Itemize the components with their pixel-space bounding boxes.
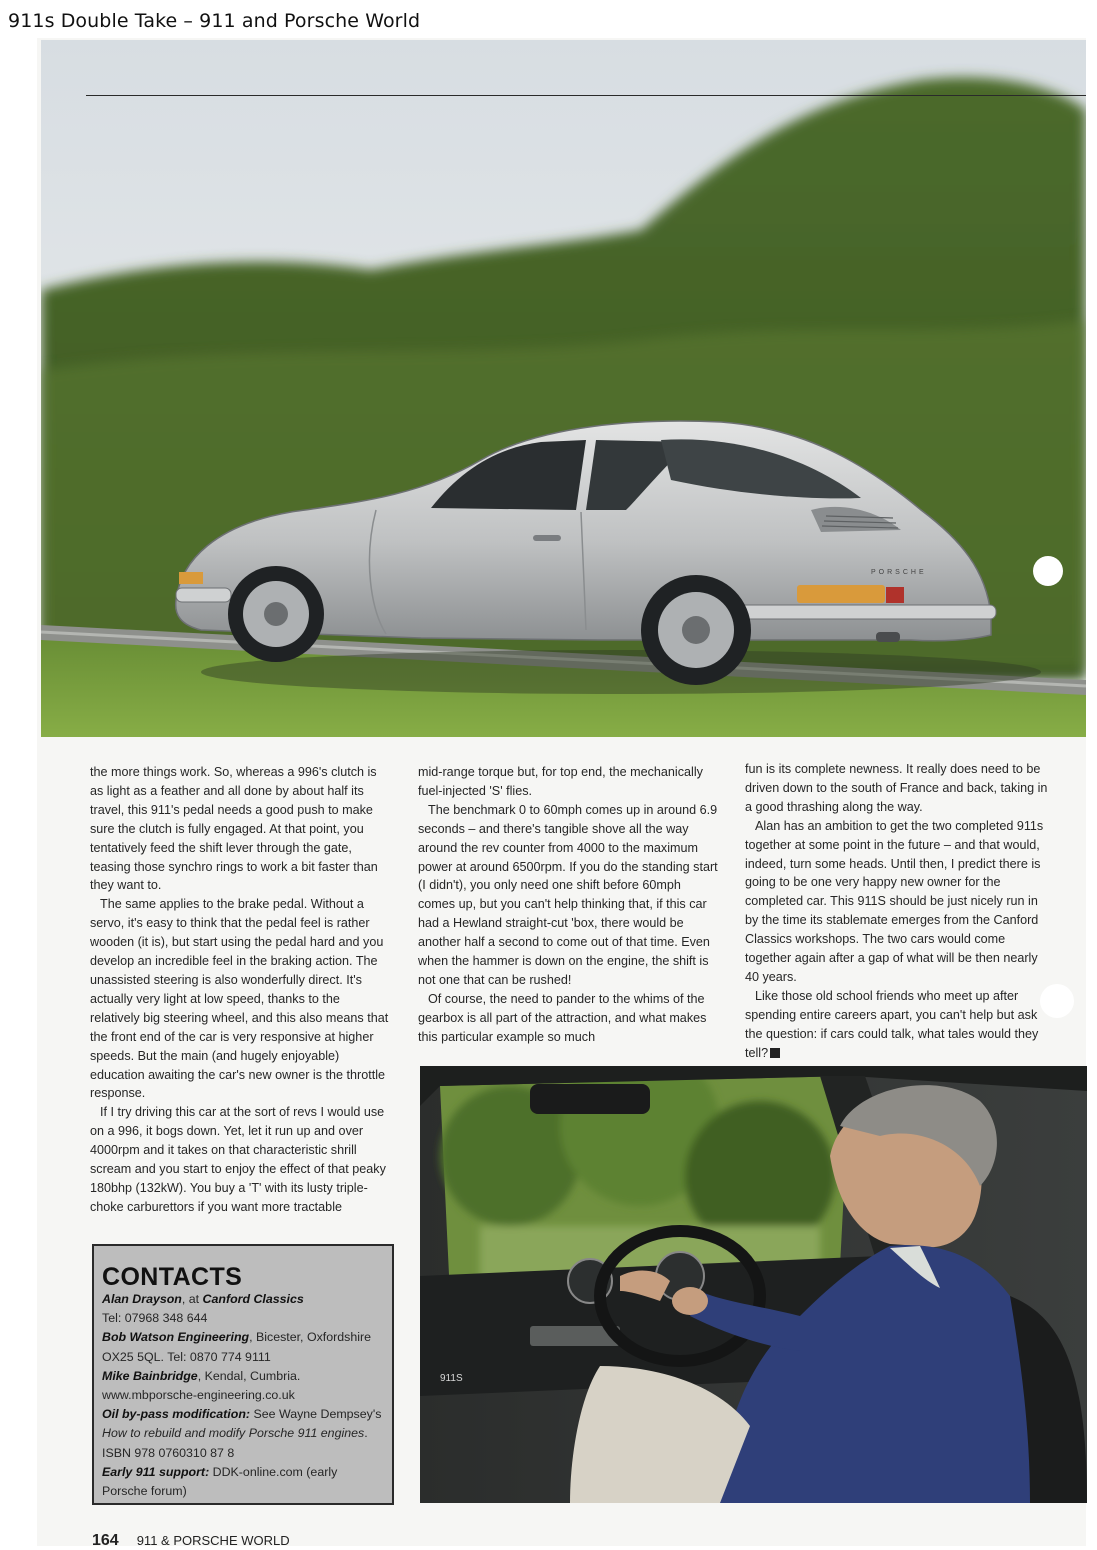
book-title: How to rebuild and modify Porsche 911 engines [102, 1426, 365, 1441]
paragraph: the more things work. So, whereas a 996's clutch is as light as a feather and all done by about half its travel, this 911's pedal needs a good push to make sure the clutch is fully engaged. At that point, you tentatively feed the shift lever through the gate, teasing those synchro rings to work a bit faster than they want to. [90, 765, 378, 893]
contact-name: Alan Drayson [102, 1292, 182, 1306]
driver-photo [420, 1066, 1087, 1503]
contact-company: Canford Classics [202, 1292, 304, 1306]
page-footer [92, 1532, 290, 1550]
page-header-title: 911s Double Take – 911 and Porsche World [8, 10, 421, 32]
contact-name: Oil by-pass modification: [102, 1407, 251, 1422]
article-column-2 [418, 763, 720, 1047]
contact-entry: Tel: 07968 348 644 [102, 1311, 208, 1326]
paragraph: The benchmark 0 to 60mph comes up in around 6.9 seconds – and there's tangible shove all the way around the rev counter from 4000 to the maximum power at around 6500rpm. If you do the standing start (I didn't), you only need one shift before 60mph comes up, but you can't help thinking that, if this car had a Hewland straight-cut 'box, there would be another half a second to come out of that time. Even when the hammer is down on the engine, the shift is not one that can be rushed! [418, 802, 718, 987]
contact-entry: Mike Bainbridge, Kendal, Cumbria. [102, 1368, 301, 1383]
contacts-title: CONTACTS [102, 1263, 243, 1291]
paragraph: Of course, the need to pander to the whims of the gearbox is all part of the attraction, and what makes this particular example so much [418, 991, 707, 1044]
article-column-3 [745, 760, 1050, 1063]
contact-entry: Oil by-pass modification: See Wayne Dempsey's How to rebuild and modify Porsche 911 engines. ISBN 978 0760310 87 8 [102, 1407, 382, 1460]
article-column-1 [90, 763, 392, 1217]
paragraph: If I try driving this car at the sort of revs I would use on a 996, it bogs down. Yet, let it run up and over 4000rpm and it takes on that characteristic shrill scream and you start to enjoy the effect of that peaky 180bhp (132kW). You buy a 'T' with its lusty triple-choke carburettors if you want more tractable [90, 1105, 386, 1214]
paragraph: The same applies to the brake pedal. Without a servo, it's easy to think that the pedal feel is rather wooden (it is), but start using the pedal hard and you develop an incredible feel in the braking action. The unassisted steering is also wonderfully direct. It's actually very light at low speed, thanks to the relatively big steering wheel, and this also means that the front end of the car is very responsive at higher speeds. But the main (and hugely enjoyable) education awaiting the car's new owner is the throttle response. [90, 897, 389, 1101]
contact-name: Mike Bainbridge [102, 1368, 198, 1383]
contact-entry: www.mbporsche-engineering.co.uk [102, 1388, 295, 1403]
paragraph: fun is its complete newness. It really does need to be driven down to the south of France and back, taking in a good thrashing along the way. [745, 762, 1048, 814]
end-mark-icon [770, 1048, 780, 1058]
header-rule [86, 95, 1086, 96]
contact-entry: Early 911 support: DDK-online.com (early Porsche forum) [102, 1464, 338, 1499]
contact-name: Early 911 support: [102, 1464, 210, 1479]
contact-entry: Alan Drayson, at Canford Classics [102, 1292, 304, 1306]
contacts-box [92, 1244, 394, 1505]
paragraph [745, 987, 1050, 1063]
contact-name: Bob Watson Engineering [102, 1330, 250, 1345]
contacts-list [102, 1290, 384, 1501]
punch-hole [1033, 556, 1063, 586]
paragraph: mid-range torque but, for top end, the mechanically fuel-injected 'S' flies. [418, 765, 703, 798]
paragraph-text: Like those old school friends who meet up after spending entire careers apart, you can't help but ask the question: if cars could talk, what tales would they tell? [745, 988, 1039, 1060]
porsche-lettering: PORSCHE [871, 569, 927, 576]
car-photo [41, 40, 1086, 737]
911s-badge: 911S [440, 1373, 463, 1384]
paragraph: Alan has an ambition to get the two completed 911s together at some point in the future – and that would, indeed, turn some heads. Until then, I predict there is going to be one very happy new owner for the completed car. This 911S should be just nicely run in by the time its stablemate emerges from the Canford Classics workshops. The two cars would come together again after a gap of what will be then nearly 40 years. [745, 818, 1044, 984]
publication-name: 911 & PORSCHE WORLD [136, 1533, 290, 1548]
page-number: 164 [92, 1532, 119, 1549]
contact-entry: Bob Watson Engineering, Bicester, Oxfordshire OX25 5QL. Tel: 0870 774 9111 [102, 1330, 371, 1364]
